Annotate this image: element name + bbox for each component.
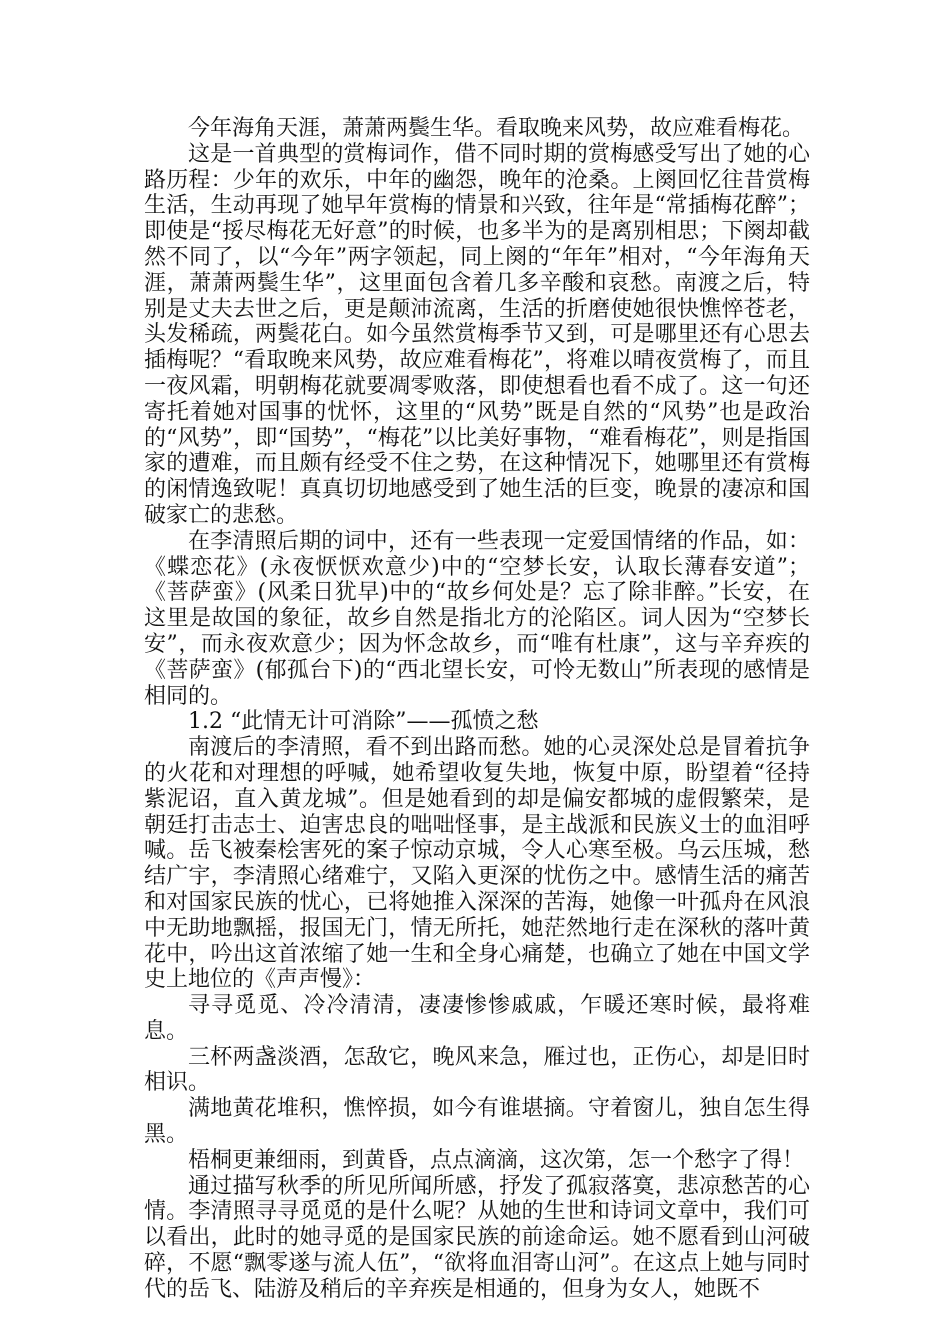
poem-line: 满地黄花堆积，憔悴损，如今有谁堪摘。守着窗儿，独自怎生得黑。 [144,1096,810,1148]
document-page [144,116,810,1303]
body-paragraph: 南渡后的李清照，看不到出路而愁。她的心灵深处总是冒着抗争的火花和对理想的呼喊，她希望收复失地，恢复中原，盼望着“径持紫泥诏，直入黄龙城”。但是她看到的却是偏安都城的虚假繁荣，是朝廷打击志士、迫害忠良的咄咄怪事，是主战派和民族义士的血泪呼喊。岳飞被秦桧害死的案子惊动京城，令人心寒至极。乌云压城，愁结广宇，李清照心绪难宁，又陷入更深的忧伤之中。感情生活的痛苦和对国家民族的忧心，已将她推入深深的苦海，她像一叶孤舟在风浪中无助地飘摇，报国无门，情无所托，她茫然地行走在深秋的落叶黄花中，吟出这首浓缩了她一生和全身心痛楚，也确立了她在中国文学史上地位的《声声慢》： [144,735,810,993]
poem-line: 三杯两盏淡酒，怎敌它，晚风来急，雁过也，正伤心，却是旧时相识。 [144,1044,810,1096]
poem-line: 寻寻觅觅、冷冷清清，凄凄惨惨戚戚，乍暖还寒时候，最将难息。 [144,993,810,1044]
section-heading: 1.2 “此情无计可消除”——孤愤之愁 [188,709,539,735]
poem-line: 今年海角天涯，萧萧两鬓生华。看取晚来风势，故应难看梅花。 [188,116,805,141]
poem-line: 梧桐更兼细雨，到黄昏，点点滴滴，这次第，怎一个愁字了得！ [188,1147,805,1173]
body-paragraph: 在李清照后期的词中，还有一些表现一定爱国情绪的作品，如：《蝶恋花》(永夜恹恹欢意少)中的“空梦长安，认取长薄春安道”；《菩萨蛮》(风柔日犹早)中的“故乡何处是？忘了除非醉。”长安，在这里是故国的象征，故乡自然是指北方的沦陷区。词人因为“空梦长安”，而永夜欢意少；因为怀念故乡，而“唯有杜康”，这与辛弃疾的《菩萨蛮》(郁孤台下)的“西北望长安，可怜无数山”所表现的感情是相同的。 [144,528,810,709]
body-paragraph: 通过描写秋季的所见所闻所感，抒发了孤寂落寞，悲凉愁苦的心情。李清照寻寻觅觅的是什么呢？从她的生世和诗词文章中，我们可以看出，此时的她寻觅的是国家民族的前途命运。她不愿看到山河破碎，不愿“飘零遂与流人伍”，“欲将血泪寄山河”。在这点上她与同时代的岳飞、陆游及稍后的辛弃疾是相通的，但身为女人，她既不 [144,1173,810,1302]
body-paragraph: 这是一首典型的赏梅词作，借不同时期的赏梅感受写出了她的心路历程：少年的欢乐，中年的幽怨，晚年的沧桑。上阕回忆往昔赏梅生活，生动再现了她早年赏梅的情景和兴致，往年是“常插梅花醉”；即使是“挼尽梅花无好意”的时候，也多半为的是离别相思；下阕却截然不同了，以“今年”两字领起，同上阕的“年年”相对，“今年海角天涯，萧萧两鬓生华”，这里面包含着几多辛酸和哀愁。南渡之后，特别是丈夫去世之后，更是颠沛流离，生活的折磨使她很快憔悴苍老，头发稀疏，两鬓花白。如今虽然赏梅季节又到，可是哪里还有心思去插梅呢？“看取晚来风势，故应难看梅花”，将难以晴夜赏梅了，而且一夜风霜，明朝梅花就要凋零败落，即使想看也看不成了。这一句还寄托着她对国事的忧怀，这里的“风势”既是自然的“风势”也是政治的“风势”，即“国势”，“梅花”以比美好事物，“难看梅花”，则是指国家的遭难，而且颇有经受不住之势，在这种情况下，她哪里还有赏梅的闲情逸致呢！真真切切地感受到了她生活的巨变，晚景的凄凉和国破家亡的悲愁。 [144,141,810,528]
